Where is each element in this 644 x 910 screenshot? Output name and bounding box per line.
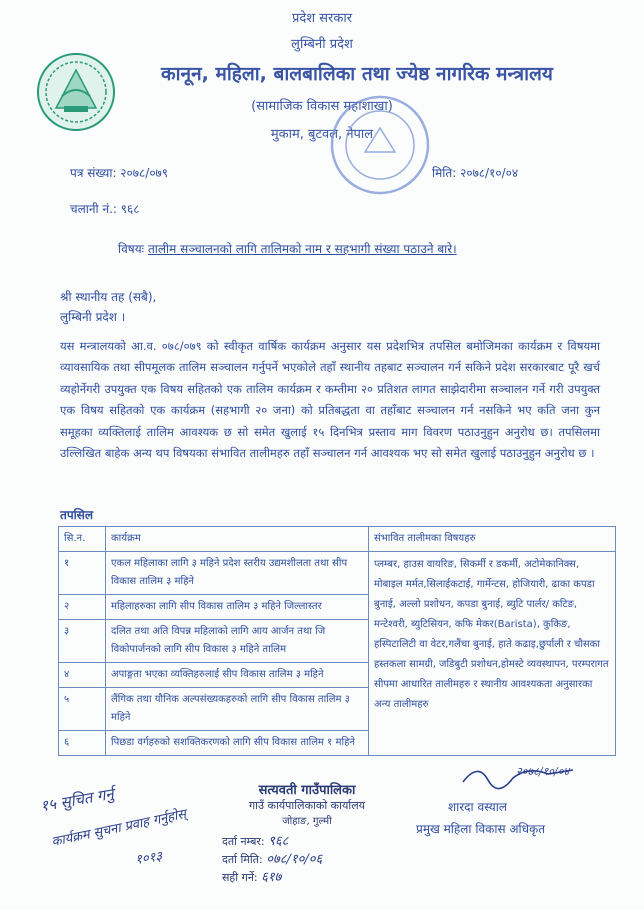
row-program: एकल महिलाका लागि ३ महिने प्रदेश स्तरीय उद्यमशीलता तथा सीप विकास तालिम ३ महिने	[106, 552, 369, 595]
handwritten-note-1: १५ सुचित गर्नु	[38, 784, 116, 816]
row-sn: ६	[59, 731, 106, 756]
stamp-address: जोहाङ, गुल्मी	[282, 816, 332, 827]
handwritten-note-2: कार्यक्रम सुचना प्रवाह गर्नुहोस्	[50, 806, 188, 851]
tapsil-table	[58, 526, 616, 756]
subject-line	[118, 240, 457, 257]
row-sn: १	[59, 552, 106, 595]
stamp-sahi-value: ६१७	[261, 870, 282, 885]
header-program: कार्यक्रम	[106, 527, 369, 552]
letter-date: मिति: २०७८/१०/०४	[432, 166, 519, 180]
letterhead-government: प्रदेश सरकार	[291, 11, 353, 26]
letterhead-province: लुम्बिनी प्रदेश	[291, 37, 353, 52]
handwritten-note-3: १०१३	[134, 849, 164, 868]
stamp-miti-label: दर्ता मिति:	[222, 853, 263, 866]
stamp-office-name: सत्यवती गाउँपालिका	[258, 783, 356, 798]
stamp-darta-value: ९६८	[268, 834, 289, 849]
row-program: अपाङ्गता भएका व्यक्तिहरुलाई सीप विकास तालिम ३ महिने	[106, 663, 369, 688]
row-sn: ३	[59, 620, 106, 663]
letter-body: यस मन्त्रालयको आ.व. ०७८/०७९ को स्वीकृत वार्षिक कार्यक्रम अनुसार यस प्रदेशभित्र तपसिल बमोजिमका कार्यक्रम र विषयमा व्यावसायिक तथा सीपमूलक तालिम सञ्चालन गर्नुपर्ने भएकोले तहाँ स्थानीय तहबाट सञ्चालन गर्न सकिने प्रदेश सरकारबाट पूरै खर्च व्यहोर्नेगरी उपयुक्त एक विषय सहितको एक तालिम कार्यक्रम र कम्तीमा २० प्रतिशत लागत साझेदारीमा सञ्चालन गर्ने गरी उपयुक्त एक विषय सहितको एक कार्यक्रम (सहभागी २० जना) को प्रतिबद्धता वा तहाँबाट सञ्चालन गर्न नसकिने भए कति जना कुन समूहका व्यक्तिलाई तालिम आवश्यक छ सो समेत खुलाई १५ दिनभित्र प्रस्ताव माग विवरण पठाउनुहुन अनुरोध छ। तपसिलमा उल्लिखित बाहेक अन्य थप विषयका संभावित तालीमहरु तहाँ सञ्चालन गर्न आवश्यक भए सो समेत खुलाई पठाउनुहुन अनुरोध छ ।	[60, 339, 600, 461]
stamp-darta-label: दर्ता नम्बर:	[222, 835, 265, 848]
letterhead-ministry: कानून, महिला, बालबालिका तथा ज्येष्ठ नागरिक मन्त्रालय	[161, 63, 553, 85]
subject-text: तालीम सञ्चालनको लागि तालिमको नाम र सहभागी संख्या पठाउने बारे।	[147, 242, 457, 256]
stamp-sahi-label: सही गर्ने:	[222, 871, 258, 884]
row-program: दलित तथा अति विपन्न महिलाको लागि आय आर्जन तथा जि विकोपार्जनको लागि सीप विकास ३ महिने तालिम	[106, 620, 369, 663]
ministry-seal-icon	[325, 90, 435, 200]
received-stamp	[222, 780, 392, 906]
row-program: पिछडा वर्गहरुको सशक्तिकरणको लागि सीप विकास तालिम १ महिने	[106, 731, 369, 756]
signatory-title: प्रमुख महिला विकास अधिकृत	[416, 822, 546, 836]
row-sn: ४	[59, 663, 106, 688]
table-row	[59, 552, 616, 595]
signatory-name: शारदा वस्याल	[448, 800, 508, 814]
letterhead-division: (सामाजिक विकास महाशाखा)	[251, 99, 393, 114]
subjects-cell: प्लम्बर, हाउस वायरिङ, सिकर्मी र डकर्मी, अटोमेकानिक्स, मोबाइल मर्मत,सिलाईकटाई, गार्मेन्टस, होजियारी, ढाका कपडा बुनाई, अल्लो प्रशोधन, कपडा बुनाई, ब्युटि पार्लर/ कटिङ, मन्टेश्वरी, ब्युटिसियन, कफि मेकर(Barista), कुकिङ, हस्पिटालिटी वा वेटर,गलैंचा बुनाई, हाते कढाइ,छुर्पाली र चौसका हस्तकला सामग्री, जडिबुटी प्रशोधन,होमस्टे व्यवस्थापन, परम्परागत सीपमा आधारित तालीमहरु र स्थानीय आवश्यकता अनुसारका अन्य तालीमहरु	[369, 552, 616, 756]
subject-label: विषयः	[118, 242, 145, 256]
header-subjects: संभावित तालीमका विषयहरु	[369, 527, 616, 552]
table-header-row	[59, 527, 616, 552]
signature-date: २०७८/१०/०४	[516, 765, 570, 778]
row-program: महिलाहरुका लागि सीप विकास तालिम ३ महिने जिल्लास्तर	[106, 595, 369, 620]
row-program: लैंगिक तथा यौनिक अल्पसंख्यकहरुको लागि सीप विकास तालिम ३ महिने	[106, 688, 369, 731]
stamp-miti-value: ०७८/१०/०६	[266, 852, 323, 867]
row-sn: २	[59, 595, 106, 620]
header-sn: सि.न.	[59, 527, 106, 552]
dispatch-number: चलानी नं.: ९६८	[70, 202, 140, 216]
letterhead-location: मुकाम, बुटवल, नेपाल	[270, 127, 374, 142]
recipient-line1: श्री स्थानीय तह (सबै),	[60, 290, 157, 304]
row-sn: ५	[59, 688, 106, 731]
recipient-line2: लुम्बिनी प्रदेश ।	[60, 310, 126, 324]
tapsil-heading: तपसिल	[60, 508, 94, 522]
stamp-office-sub: गाउँ कार्यपालिकाको कार्यालय	[248, 799, 366, 812]
letter-number: पत्र संख्या: २०७८/०७९	[70, 166, 169, 180]
